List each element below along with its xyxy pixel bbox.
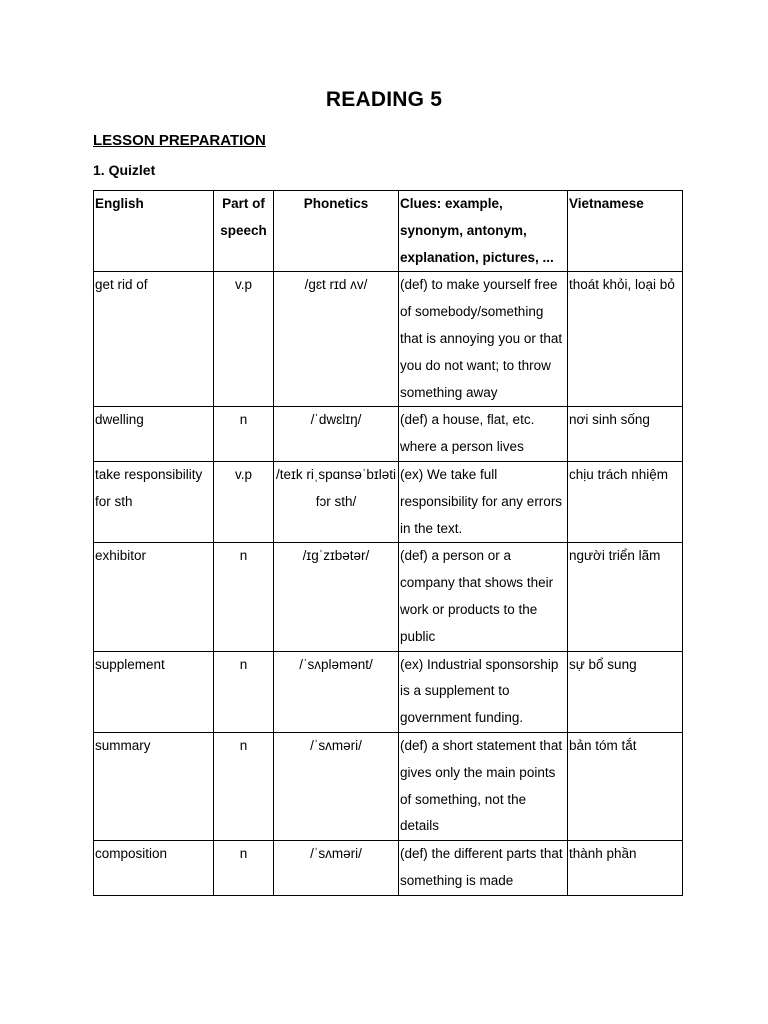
cell-english: supplement (94, 651, 214, 732)
cell-phonetics: /ˈsʌpləmənt/ (274, 651, 399, 732)
cell-part-of-speech: n (214, 732, 274, 840)
cell-english: get rid of (94, 272, 214, 407)
cell-english: summary (94, 732, 214, 840)
cell-english: composition (94, 841, 214, 896)
cell-phonetics: /ˈsʌməri/ (274, 841, 399, 896)
cell-vietnamese: thành phần (568, 841, 683, 896)
cell-part-of-speech: n (214, 407, 274, 462)
cell-vietnamese: chịu trách nhiệm (568, 461, 683, 542)
cell-phonetics: /ˈdwɛlɪŋ/ (274, 407, 399, 462)
cell-phonetics: /ɡɛt rɪd ʌv/ (274, 272, 399, 407)
cell-clues: (def) a short statement that gives only the main points of something, not the details (399, 732, 568, 840)
table-row (94, 841, 683, 896)
subsection-heading: 1. Quizlet (93, 162, 156, 178)
cell-phonetics: /teɪk riˌspɑnsəˈbɪləti fɔr sth/ (274, 461, 399, 542)
cell-vietnamese: người triển lãm (568, 543, 683, 651)
cell-part-of-speech: n (214, 841, 274, 896)
table-row (94, 732, 683, 840)
cell-clues: (ex) Industrial sponsorship is a supplement to government funding. (399, 651, 568, 732)
cell-part-of-speech: n (214, 543, 274, 651)
cell-vietnamese: thoát khỏi, loại bỏ (568, 272, 683, 407)
cell-phonetics: /ˈsʌməri/ (274, 732, 399, 840)
cell-vietnamese: sự bổ sung (568, 651, 683, 732)
cell-clues: (ex) We take full responsibility for any errors in the text. (399, 461, 568, 542)
cell-english: take responsibility for sth (94, 461, 214, 542)
header-vietnamese: Vietnamese (568, 191, 683, 272)
table-row (94, 272, 683, 407)
vocabulary-table (93, 190, 683, 896)
cell-clues: (def) a person or a company that shows their work or products to the public (399, 543, 568, 651)
header-clues: Clues: example, synonym, antonym, explanation, pictures, ... (399, 191, 568, 272)
cell-english: dwelling (94, 407, 214, 462)
table-row (94, 461, 683, 542)
page-title: READING 5 (325, 88, 443, 111)
cell-vietnamese: bản tóm tắt (568, 732, 683, 840)
header-phonetics: Phonetics (274, 191, 399, 272)
header-part-of-speech: Part of speech (214, 191, 274, 272)
cell-english: exhibitor (94, 543, 214, 651)
table-row (94, 543, 683, 651)
cell-vietnamese: nơi sinh sống (568, 407, 683, 462)
cell-part-of-speech: n (214, 651, 274, 732)
cell-clues: (def) a house, flat, etc. where a person lives (399, 407, 568, 462)
section-heading: LESSON PREPARATION (93, 132, 266, 149)
table-row (94, 651, 683, 732)
cell-part-of-speech: v.p (214, 272, 274, 407)
cell-part-of-speech: v.p (214, 461, 274, 542)
cell-clues: (def) the different parts that something is made (399, 841, 568, 896)
cell-phonetics: /ɪɡˈzɪbətər/ (274, 543, 399, 651)
table-row (94, 407, 683, 462)
cell-clues: (def) to make yourself free of somebody/something that is annoying you or that you do not want; to throw something away (399, 272, 568, 407)
table-header-row (94, 191, 683, 272)
header-english: English (94, 191, 214, 272)
